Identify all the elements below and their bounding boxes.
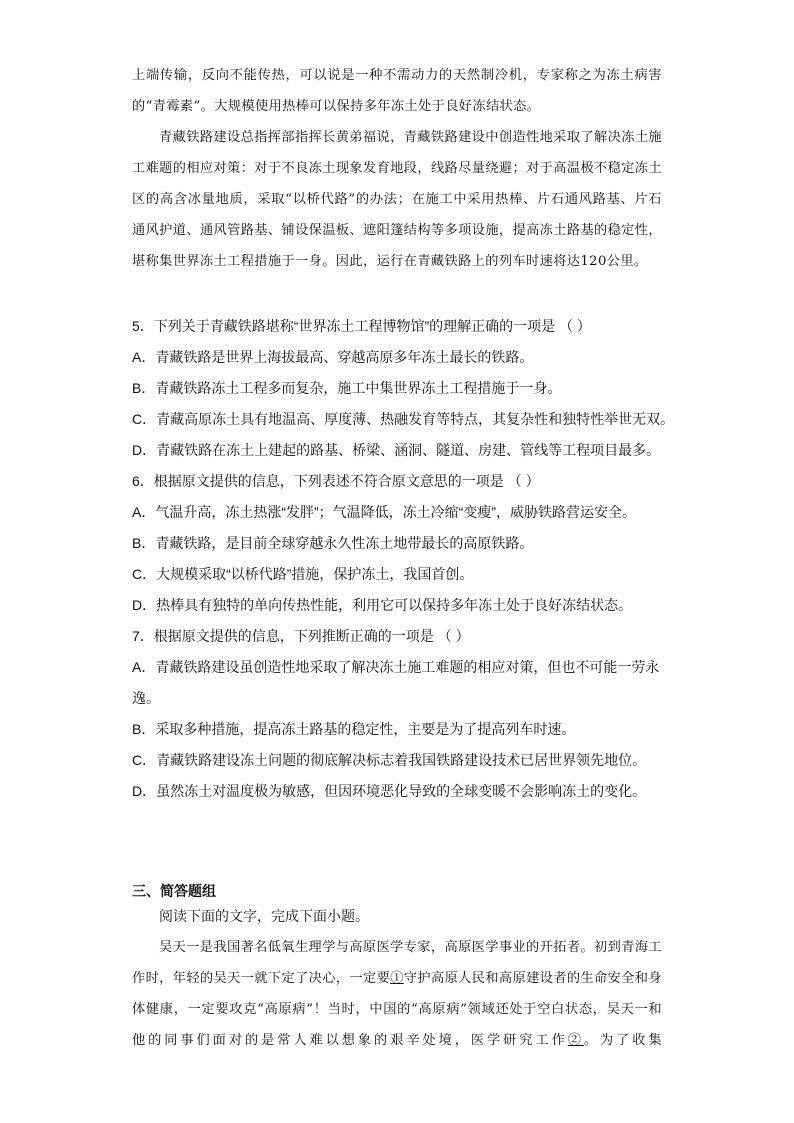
section-passage [132, 932, 662, 1056]
question-5-option-d: D．青藏铁路在冻土上建起的路基、桥梁、涵洞、隧道、房建、管线等工程项目最多。 [132, 442, 661, 458]
passage-text-c: 。为了收集 [583, 1033, 662, 1048]
question-5-option-b: B．青藏铁路冻土工程多而复杂，施工中集世界冻土工程措施于一身。 [132, 380, 562, 396]
question-7-option-a: A．青藏铁路建设虽创造性地采取了解决冻土施工难题的相应对策，但也不可能一劳永逸。 [132, 659, 660, 706]
question-5-stem: 5．下列关于青藏铁路堪称“世界冻土工程博物馆”的理解正确的一项是 （ ） [132, 318, 591, 334]
blank-2: ② [567, 1033, 584, 1048]
passage-text-a: 吴天一是我国著名低氧生理学与高原医学专家，高原医学事业的开拓者。初到青海工作时，年轻的吴天一就下定了决心，一定要 [132, 940, 662, 986]
question-6-stem: 6．根据原文提供的信息，下列表述不符合原文意思的一项是 （ ） [132, 473, 540, 489]
question-6-option-a: A．气温升高，冻土热涨“发胖”；气温降低，冻土冷缩“变瘦”，威胁铁路营运安全。 [132, 504, 636, 520]
question-6-option-c: C．大规模采取“以桥代路”措施，保护冻土，我国首创。 [132, 566, 474, 582]
question-7-option-d: D．虽然冻土对温度极为敏感，但因环境恶化导致的全球变暖不会影响冻土的变化。 [132, 783, 647, 799]
passage-paragraph-2: 青藏铁路建设总指挥部指挥长黄弟福说，青藏铁路建设中创造性地采取了解决冻土施工难题的相应对策：对于不良冻土现象发育地段，线路尽量绕避；对于高温极不稳定冻土区的高含冰量地质，采取“以桥代路”的办法；在施工中采用热棒、片石通风路基、片石通风护道、通风管路基、铺设保温板、遮阳篷结构等多项设施，提高冻土路基的稳定性，堪称集世界冻土工程措施于一身。因此，运行在青藏铁路上的列车时速将达120公里。 [132, 130, 662, 269]
passage-text-b: 守护高原人民和高原建设者的生命安全和身体健康，一定要攻克“高原病”！当时，中国的“高原病”领域还处于空白状态，吴天一和他的同事们面对的是常人难以想象的艰辛处境，医学研究工作 [132, 971, 662, 1048]
passage-paragraph-1: 上端传输，反向不能传热，可以说是一种不需动力的天然制冷机，专家称之为冻土病害的“青霉素”。大规模使用热棒可以保持多年冻土处于良好冻结状态。 [132, 68, 662, 114]
blank-1: ① [390, 971, 404, 986]
question-5-option-c: C．青藏高原冻土具有地温高、厚度薄、热融发育等特点，其复杂性和独特性举世无双。 [132, 411, 675, 427]
section-heading: 三、简答题组 [132, 883, 216, 899]
question-7-option-c: C．青藏铁路建设冻土问题的彻底解决标志着我国铁路建设技术已居世界领先地位。 [132, 752, 647, 768]
question-7-option-b: B．采取多种措施，提高冻土路基的稳定性，主要是为了提高列车时速。 [132, 721, 576, 737]
question-5-option-a: A．青藏铁路是世界上海拔最高、穿越高原多年冻土最长的铁路。 [132, 349, 534, 365]
question-7-stem: 7．根据原文提供的信息，下列推断正确的一项是 （ ） [132, 628, 470, 644]
section-instruction: 阅读下面的文字，完成下面小题。 [159, 908, 369, 924]
question-6-option-b: B．青藏铁路，是目前全球穿越永久性冻土地带最长的高原铁路。 [132, 535, 534, 551]
question-6-option-d: D．热棒具有独特的单向传热性能，利用它可以保持多年冻土处于良好冻结状态。 [132, 597, 633, 613]
